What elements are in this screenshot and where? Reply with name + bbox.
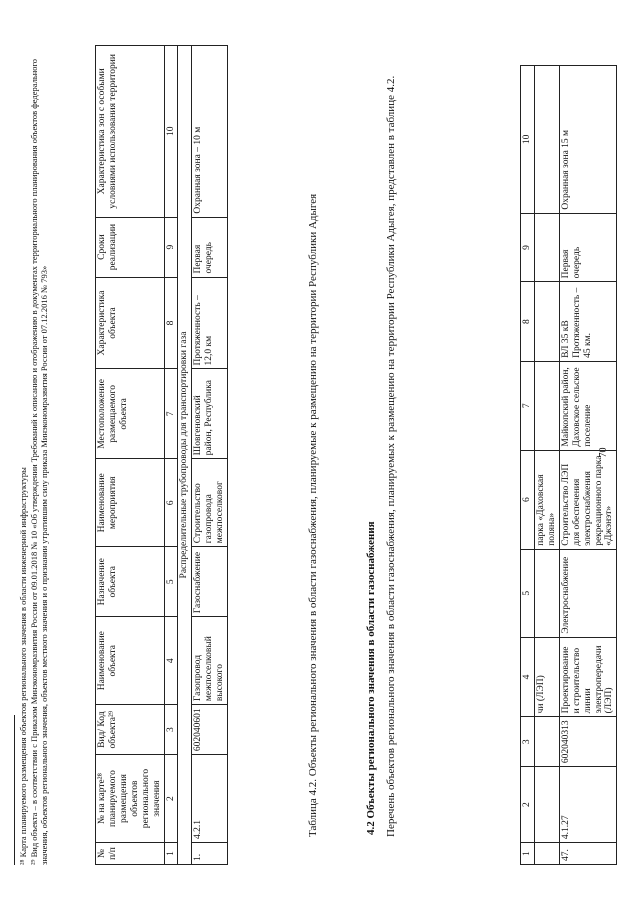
table-cell (534, 549, 559, 637)
table-cell: 4 (164, 617, 178, 705)
footnote-29: ²⁹ Вид объекта – в соответствии с Приказом Минэкономразвития России от 09.01.2018 № 10 «Об утверждении Требований к описанию и отображению в документах территориального планирования объектов федерального значения, объектов регионального значения, объектов местного значения и о признании утратившим силу приказа Минэкономразвития России от 07.12.2016 № 793» (28, 58, 50, 865)
table-cell: Газоснабжение (192, 547, 228, 617)
table-cell: чи (ЛЭП) (534, 637, 559, 717)
table-cell: Строительство ЛЭП для обеспечения электроснабжения рекреационного парка «Джэнэт» (559, 450, 617, 549)
column-header: № п/п (96, 843, 165, 865)
table-cell (534, 361, 559, 450)
table-cell (534, 767, 559, 843)
table-cell: 7 (521, 361, 535, 450)
table-cell: 602040313 (559, 717, 617, 767)
table-cell: 2 (164, 755, 178, 843)
table-section-row: Распределительные трубопроводы для транспортировки газа (178, 46, 192, 865)
footnote-separator (14, 715, 15, 865)
table-header-row (96, 46, 165, 865)
section-heading: 4.2 Объекты регионального значения в области газоснабжения (365, 521, 377, 835)
column-header: Характеристика зон с особыми условиями использования территории (96, 46, 165, 218)
table-cell: 3 (164, 705, 178, 755)
table-cell: Газопровод межпоселковый высокого (192, 617, 228, 705)
table-cell (534, 66, 559, 214)
table-cell: 4.2.1 (192, 755, 228, 843)
table-cell: 5 (521, 549, 535, 637)
column-header: Наименование мероприятия (96, 459, 165, 547)
table-cell (534, 843, 559, 865)
page-number: 70 (598, 447, 609, 458)
table-cell: Шовгеновский район, Республика (192, 369, 228, 459)
table-row (192, 46, 228, 865)
table-cell: Протяженность – 12,0 км (192, 277, 228, 369)
column-header: Назначение объекта (96, 547, 165, 617)
table-cell: 5 (164, 547, 178, 617)
table-cell: 10 (521, 66, 535, 214)
table-cell: Охранная зона 15 м (559, 66, 617, 214)
table-cell: 8 (164, 277, 178, 369)
table-row (164, 46, 178, 865)
column-header: Вид/ Код объекта²⁹ (96, 705, 165, 755)
table-cell: 9 (521, 213, 535, 282)
footnotes (18, 45, 50, 865)
table-cell: Первая очередь (192, 217, 228, 277)
table-cell: Охранная зона – 10 м (192, 46, 228, 218)
table-row (534, 66, 559, 865)
table-cell: 1 (521, 843, 535, 865)
table-row (178, 46, 192, 865)
table-cell: Первая очередь (559, 213, 617, 282)
table-cell: 1. (192, 843, 228, 865)
column-header: Сроки реализации (96, 217, 165, 277)
table-cell: 3 (521, 717, 535, 767)
table-cell: 10 (164, 46, 178, 218)
table-row (559, 66, 617, 865)
section-paragraph: Перечень объектов регионального значения в области газоснабжения, планируемых к размещению на территории Республики Адыгея, представлен в таблице 4.2. (385, 75, 397, 837)
table-cell: Проектирование и строительство линии электропередачи (ЛЭП) (559, 637, 617, 717)
column-header: № на карте²⁸ планируемого размещения объектов регионального значения (96, 755, 165, 843)
table-cell (534, 282, 559, 362)
table-cell: 602040601 (192, 705, 228, 755)
table-row (521, 66, 535, 865)
table-cell: 4 (521, 637, 535, 717)
table-4-1-continuation (520, 65, 617, 865)
table-cell: 2 (521, 767, 535, 843)
table-cell: 1 (164, 843, 178, 865)
table-cell (534, 717, 559, 767)
table-cell: 6 (164, 459, 178, 547)
table-cell: ВЛ 35 кВ Протяженность – 45 км. (559, 282, 617, 362)
table-cell: 47. (559, 843, 617, 865)
table-cell: Электроснабжение (559, 549, 617, 637)
table-4-2 (95, 45, 228, 865)
table-cell: 6 (521, 450, 535, 549)
table-caption: Таблица 4.2. Объекты регионального значения в области газоснабжения, планируемые к размещению на территории Республики Адыгея (307, 193, 319, 837)
table-cell: 9 (164, 217, 178, 277)
table-cell (534, 213, 559, 282)
table-cell: 8 (521, 282, 535, 362)
table-cell: парка «Даховская поляна» (534, 450, 559, 549)
table-cell: Майкопский район, Даховское сельское поселение (559, 361, 617, 450)
table-cell: 4.1.27 (559, 767, 617, 843)
column-header: Характеристика объекта (96, 277, 165, 369)
table-cell: 7 (164, 369, 178, 459)
footnote-28: ²⁸ Карта планируемого размещения объектов регионального значения в области инженерной инфраструктуры (18, 467, 28, 865)
table-cell: Строительство газопровода межпоселковог (192, 459, 228, 547)
column-header: Наименование объекта (96, 617, 165, 705)
column-header: Местоположение размещаемого объекта (96, 369, 165, 459)
